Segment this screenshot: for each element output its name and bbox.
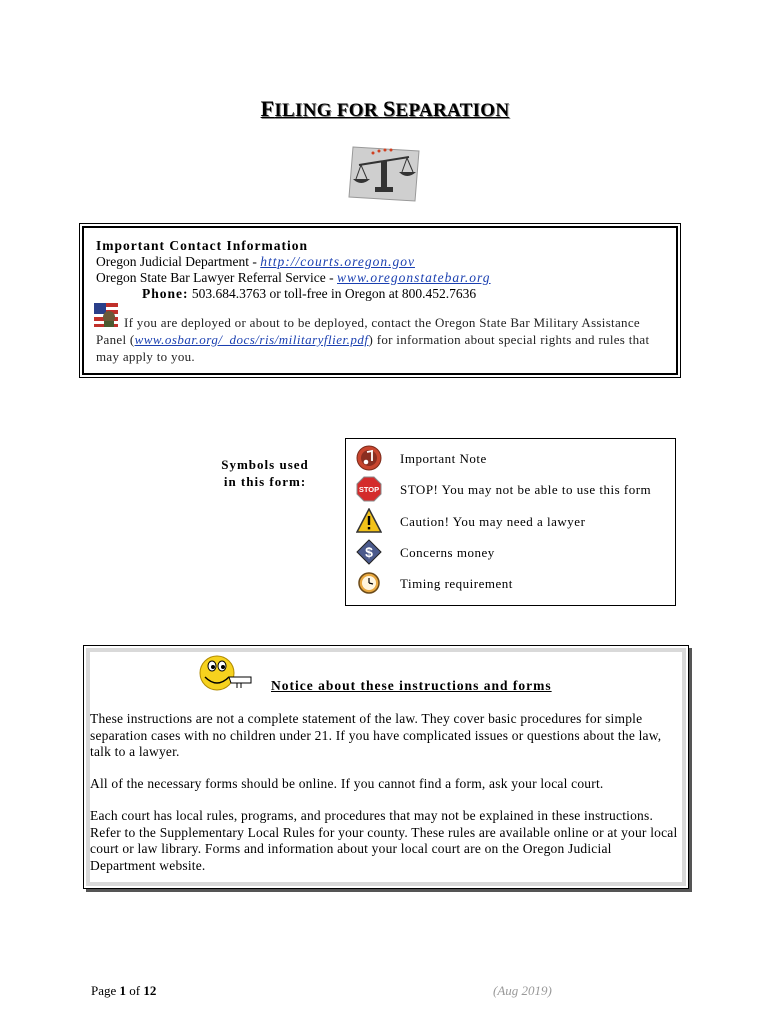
- music-note-icon: [356, 445, 382, 471]
- page-title: FILING FOR SEPARATION: [260, 96, 510, 121]
- revision-date: (Aug 2019): [493, 983, 552, 998]
- symbols-legend-box: [345, 438, 676, 606]
- phone-line: [96, 286, 666, 302]
- phone-number: 503.684.3763 or toll-free in Oregon at 800.452.7636: [188, 286, 477, 301]
- page-number: Page 1 of 12: [91, 983, 157, 998]
- svg-text:STOP: STOP: [358, 485, 380, 494]
- symbol-row-caution: Caution! You may need a lawyer: [346, 508, 675, 538]
- notice-paragraph-3: Each court has local rules, programs, and procedures that may not be explained in these instructions. Refer to the Supplementary Local Rules for your county. These rules are available online or at your local court or law library. Forms and information about your local court are on the Oregon Judicial Department website.: [90, 808, 678, 873]
- contact-info-box: [82, 226, 678, 375]
- ojd-line: Oregon Judicial Department - http://courts.oregon.gov: [96, 254, 415, 269]
- notice-paragraph-1: These instructions are not a complete statement of the law. They cover basic procedures for simple separation cases with no children under 21. If you have complicated issues or questions about the law, talk to a lawyer.: [90, 711, 662, 759]
- symbol-row-money: $ Concerns money: [346, 539, 675, 569]
- bar-link[interactable]: www.oregonstatebar.org: [337, 270, 491, 285]
- symbol-row-timing: Timing requirement: [346, 570, 675, 600]
- smiley-pointing-icon: [197, 653, 257, 695]
- bar-line: Oregon State Bar Lawyer Referral Service - www.oregonstatebar.org: [96, 270, 491, 285]
- caution-icon: [356, 508, 382, 534]
- stop-sign-icon: [356, 476, 382, 502]
- scales-of-justice-icon: [347, 143, 422, 203]
- clock-icon: [356, 570, 382, 596]
- symbol-row-note: Important Note: [346, 445, 675, 475]
- notice-paragraph-2: All of the necessary forms should be online. If you cannot find a form, ask your local court.: [90, 776, 604, 791]
- symbols-label: Symbols used in this form:: [221, 457, 309, 489]
- dollar-icon: [356, 539, 382, 565]
- military-deploy-note: If you are deployed or about to be deployed, contact the Oregon State Bar Military Assistance Panel (www.osbar.org/_docs/ris/militaryflier.pdf) for information about special rights and rules that may apply to you.: [96, 315, 650, 364]
- symbol-row-stop: STOP STOP! You may not be able to use this form: [346, 476, 675, 506]
- military-flier-link[interactable]: www.osbar.org/_docs/ris/militaryflier.pdf: [134, 332, 369, 347]
- military-flag-icon: [94, 303, 118, 327]
- contact-heading: Important Contact Information: [96, 238, 308, 253]
- phone-label: Phone:: [142, 286, 189, 301]
- svg-text:$: $: [365, 544, 373, 560]
- notice-title: Notice about these instructions and forms: [271, 678, 552, 693]
- ojd-link[interactable]: http://courts.oregon.gov: [260, 254, 415, 269]
